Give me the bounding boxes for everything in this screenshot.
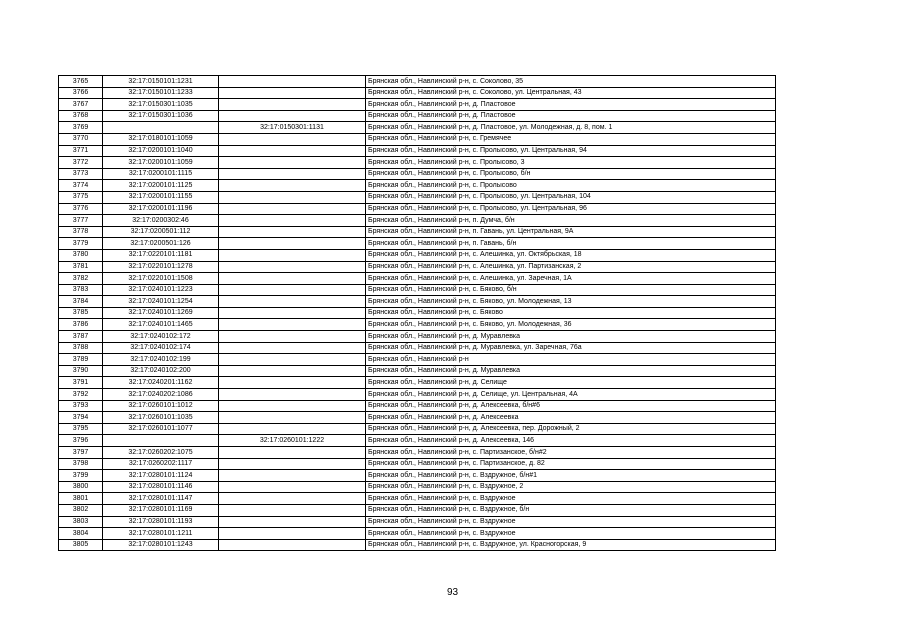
address-cell: Брянская обл., Навлинский р-н, д. Пластовое, ул. Молодежная, д. 8, пом. 1 [366,122,776,134]
table-row [59,203,776,215]
building-cadastral-cell [219,539,366,551]
building-cadastral-cell [219,203,366,215]
address-cell: Брянская обл., Навлинский р-н, с. Соколово, ул. Центральная, 43 [366,87,776,99]
building-cadastral-cell [219,342,366,354]
cadastral-number-cell: 32:17:0280101:1193 [103,516,219,528]
address-cell: Брянская обл., Навлинский р-н, с. Вздружное, 2 [366,481,776,493]
address-cell: Брянская обл., Навлинский р-н, д. Муравлевка [366,365,776,377]
address-cell: Брянская обл., Навлинский р-н, д. Алексеевка [366,412,776,424]
row-number-cell: 3772 [59,157,103,169]
address-cell: Брянская обл., Навлинский р-н, с. Пролысово, ул. Центральная, 94 [366,145,776,157]
address-cell: Брянская обл., Навлинский р-н, п. Гавань, б/н [366,238,776,250]
cadastral-number-cell: 32:17:0150101:1231 [103,76,219,88]
cadastral-number-cell: 32:17:0240102:172 [103,331,219,343]
table-row [59,539,776,551]
row-number-cell: 3794 [59,412,103,424]
building-cadastral-cell [219,145,366,157]
page-number: 93 [446,587,459,598]
address-cell: Брянская обл., Навлинский р-н, с. Партизанское, б/н#2 [366,447,776,459]
cadastral-number-cell: 32:17:0180101:1059 [103,133,219,145]
table-row [59,342,776,354]
row-number-cell: 3796 [59,435,103,447]
address-cell: Брянская обл., Навлинский р-н, с. Пролысово, ул. Центральная, 104 [366,191,776,203]
cadastral-number-cell: 32:17:0240102:174 [103,342,219,354]
table-row [59,180,776,192]
table-row [59,122,776,134]
row-number-cell: 3799 [59,470,103,482]
row-number-cell: 3769 [59,122,103,134]
building-cadastral-cell [219,296,366,308]
cadastral-number-cell: 32:17:0220101:1508 [103,273,219,285]
row-number-cell: 3802 [59,504,103,516]
building-cadastral-cell [219,319,366,331]
cadastral-number-cell: 32:17:0200101:1115 [103,168,219,180]
address-cell: Брянская обл., Навлинский р-н, д. Алексеевка, пер. Дорожный, 2 [366,423,776,435]
table-row [59,447,776,459]
row-number-cell: 3773 [59,168,103,180]
row-number-cell: 3787 [59,331,103,343]
building-cadastral-cell [219,365,366,377]
table-row [59,307,776,319]
row-number-cell: 3804 [59,528,103,540]
cadastral-number-cell: 32:17:0280101:1211 [103,528,219,540]
row-number-cell: 3790 [59,365,103,377]
table-row [59,458,776,470]
row-number-cell: 3782 [59,273,103,285]
row-number-cell: 3778 [59,226,103,238]
building-cadastral-cell [219,191,366,203]
row-number-cell: 3766 [59,87,103,99]
building-cadastral-cell [219,87,366,99]
row-number-cell: 3801 [59,493,103,505]
table-row [59,238,776,250]
cadastral-number-cell: 32:17:0280101:1243 [103,539,219,551]
row-number-cell: 3784 [59,296,103,308]
table-row [59,261,776,273]
cadastral-number-cell: 32:17:0200101:1125 [103,180,219,192]
cadastral-number-cell: 32:17:0260101:1077 [103,423,219,435]
table-row [59,168,776,180]
address-cell: Брянская обл., Навлинский р-н [366,354,776,366]
row-number-cell: 3792 [59,389,103,401]
building-cadastral-cell [219,273,366,285]
table-row [59,481,776,493]
row-number-cell: 3786 [59,319,103,331]
building-cadastral-cell [219,307,366,319]
table-row [59,87,776,99]
cadastral-number-cell: 32:17:0260101:1035 [103,412,219,424]
building-cadastral-cell [219,493,366,505]
cadastral-number-cell: 32:17:0200101:1196 [103,203,219,215]
building-cadastral-cell: 32:17:0260101:1222 [219,435,366,447]
building-cadastral-cell [219,261,366,273]
row-number-cell: 3798 [59,458,103,470]
address-cell: Брянская обл., Навлинский р-н, д. Муравлевка [366,331,776,343]
cadastral-number-cell: 32:17:0200501:126 [103,238,219,250]
cadastral-number-cell: 32:17:0240101:1223 [103,284,219,296]
row-number-cell: 3800 [59,481,103,493]
table-row [59,145,776,157]
cadastral-number-cell: 32:17:0150101:1233 [103,87,219,99]
building-cadastral-cell [219,215,366,227]
building-cadastral-cell [219,284,366,296]
building-cadastral-cell [219,481,366,493]
building-cadastral-cell [219,412,366,424]
row-number-cell: 3805 [59,539,103,551]
row-number-cell: 3795 [59,423,103,435]
table-row [59,389,776,401]
row-number-cell: 3777 [59,215,103,227]
building-cadastral-cell [219,458,366,470]
row-number-cell: 3788 [59,342,103,354]
row-number-cell: 3768 [59,110,103,122]
table-row [59,435,776,447]
property-table-body [59,76,776,551]
table-row [59,493,776,505]
cadastral-number-cell: 32:17:0240101:1465 [103,319,219,331]
row-number-cell: 3767 [59,99,103,111]
table-row [59,157,776,169]
table-row [59,99,776,111]
building-cadastral-cell [219,76,366,88]
address-cell: Брянская обл., Навлинский р-н, с. Бяково, ул. Молодежная, 36 [366,319,776,331]
table-row [59,215,776,227]
building-cadastral-cell [219,238,366,250]
address-cell: Брянская обл., Навлинский р-н, д. Пластовое [366,110,776,122]
address-cell: Брянская обл., Навлинский р-н, с. Алешинка, ул. Заречная, 1А [366,273,776,285]
cadastral-number-cell: 32:17:0280101:1147 [103,493,219,505]
address-cell: Брянская обл., Навлинский р-н, с. Вздружное, б/н#1 [366,470,776,482]
table-row [59,110,776,122]
row-number-cell: 3797 [59,447,103,459]
cadastral-number-cell: 32:17:0260202:1075 [103,447,219,459]
cadastral-number-cell: 32:17:0200501:112 [103,226,219,238]
building-cadastral-cell [219,249,366,261]
cadastral-number-cell: 32:17:0280101:1146 [103,481,219,493]
row-number-cell: 3775 [59,191,103,203]
cadastral-number-cell: 32:17:0240102:200 [103,365,219,377]
building-cadastral-cell: 32:17:0150301:1131 [219,122,366,134]
building-cadastral-cell [219,528,366,540]
building-cadastral-cell [219,377,366,389]
row-number-cell: 3793 [59,400,103,412]
building-cadastral-cell [219,110,366,122]
row-number-cell: 3776 [59,203,103,215]
row-number-cell: 3770 [59,133,103,145]
table-row [59,412,776,424]
row-number-cell: 3779 [59,238,103,250]
table-row [59,76,776,88]
cadastral-number-cell [103,122,219,134]
address-cell: Брянская обл., Навлинский р-н, с. Алешинка, ул. Октябрьская, 18 [366,249,776,261]
cadastral-number-cell: 32:17:0150301:1035 [103,99,219,111]
building-cadastral-cell [219,168,366,180]
table-row [59,528,776,540]
cadastral-number-cell: 32:17:0240101:1254 [103,296,219,308]
row-number-cell: 3781 [59,261,103,273]
building-cadastral-cell [219,389,366,401]
cadastral-number-cell: 32:17:0240101:1269 [103,307,219,319]
building-cadastral-cell [219,447,366,459]
building-cadastral-cell [219,400,366,412]
row-number-cell: 3791 [59,377,103,389]
address-cell: Брянская обл., Навлинский р-н, с. Вздружное [366,528,776,540]
address-cell: Брянская обл., Навлинский р-н, с. Соколово, 35 [366,76,776,88]
table-row [59,273,776,285]
table-row [59,331,776,343]
building-cadastral-cell [219,331,366,343]
row-number-cell: 3780 [59,249,103,261]
table-row [59,249,776,261]
cadastral-number-cell: 32:17:0260101:1012 [103,400,219,412]
row-number-cell: 3771 [59,145,103,157]
cadastral-number-cell: 32:17:0240202:1086 [103,389,219,401]
address-cell: Брянская обл., Навлинский р-н, с. Вздружное [366,493,776,505]
building-cadastral-cell [219,133,366,145]
table-row [59,354,776,366]
address-cell: Брянская обл., Навлинский р-н, д. Алексеевка, б/н#6 [366,400,776,412]
cadastral-number-cell: 32:17:0240102:199 [103,354,219,366]
table-row [59,319,776,331]
cadastral-number-cell: 32:17:0220101:1278 [103,261,219,273]
address-cell: Брянская обл., Навлинский р-н, с. Пролысово, ул. Центральная, 96 [366,203,776,215]
address-cell: Брянская обл., Навлинский р-н, с. Вздружное [366,516,776,528]
building-cadastral-cell [219,226,366,238]
address-cell: Брянская обл., Навлинский р-н, с. Алешинка, ул. Партизанская, 2 [366,261,776,273]
property-table [58,75,776,551]
address-cell: Брянская обл., Навлинский р-н, с. Вздружное, ул. Красногорская, 9 [366,539,776,551]
row-number-cell: 3789 [59,354,103,366]
cadastral-number-cell: 32:17:0200302:46 [103,215,219,227]
cadastral-number-cell: 32:17:0150301:1036 [103,110,219,122]
table-row [59,516,776,528]
building-cadastral-cell [219,470,366,482]
building-cadastral-cell [219,516,366,528]
address-cell: Брянская обл., Навлинский р-н, с. Бяково [366,307,776,319]
table-row [59,400,776,412]
address-cell: Брянская обл., Навлинский р-н, с. Вздружное, б/н [366,504,776,516]
address-cell: Брянская обл., Навлинский р-н, с. Бяково, б/н [366,284,776,296]
cadastral-number-cell: 32:17:0240201:1162 [103,377,219,389]
row-number-cell: 3785 [59,307,103,319]
address-cell: Брянская обл., Навлинский р-н, с. Бяково, ул. Молодежная, 13 [366,296,776,308]
address-cell: Брянская обл., Навлинский р-н, д. Пластовое [366,99,776,111]
cadastral-number-cell: 32:17:0260202:1117 [103,458,219,470]
building-cadastral-cell [219,157,366,169]
building-cadastral-cell [219,354,366,366]
cadastral-number-cell: 32:17:0200101:1059 [103,157,219,169]
address-cell: Брянская обл., Навлинский р-н, д. Селище [366,377,776,389]
table-row [59,296,776,308]
table-row [59,365,776,377]
address-cell: Брянская обл., Навлинский р-н, д. Алексеевка, 146 [366,435,776,447]
cadastral-number-cell: 32:17:0280101:1124 [103,470,219,482]
table-row [59,470,776,482]
cadastral-number-cell: 32:17:0200101:1040 [103,145,219,157]
table-row [59,423,776,435]
address-cell: Брянская обл., Навлинский р-н, с. Гремячее [366,133,776,145]
row-number-cell: 3774 [59,180,103,192]
cadastral-number-cell [103,435,219,447]
building-cadastral-cell [219,504,366,516]
row-number-cell: 3765 [59,76,103,88]
address-cell: Брянская обл., Навлинский р-н, п. Гавань, ул. Центральная, 9А [366,226,776,238]
building-cadastral-cell [219,423,366,435]
table-row [59,284,776,296]
table-row [59,377,776,389]
cadastral-number-cell: 32:17:0200101:1155 [103,191,219,203]
table-row [59,226,776,238]
address-cell: Брянская обл., Навлинский р-н, д. Муравлевка, ул. Заречная, 76а [366,342,776,354]
address-cell: Брянская обл., Навлинский р-н, с. Пролысово [366,180,776,192]
address-cell: Брянская обл., Навлинский р-н, с. Партизанское, д. 82 [366,458,776,470]
row-number-cell: 3783 [59,284,103,296]
cadastral-number-cell: 32:17:0280101:1169 [103,504,219,516]
address-cell: Брянская обл., Навлинский р-н, д. Селище, ул. Центральная, 4А [366,389,776,401]
building-cadastral-cell [219,99,366,111]
table-row [59,504,776,516]
row-number-cell: 3803 [59,516,103,528]
address-cell: Брянская обл., Навлинский р-н, п. Думча, б/н [366,215,776,227]
cadastral-number-cell: 32:17:0220101:1181 [103,249,219,261]
building-cadastral-cell [219,180,366,192]
address-cell: Брянская обл., Навлинский р-н, с. Пролысово, б/н [366,168,776,180]
table-row [59,191,776,203]
address-cell: Брянская обл., Навлинский р-н, с. Пролысово, 3 [366,157,776,169]
table-row [59,133,776,145]
